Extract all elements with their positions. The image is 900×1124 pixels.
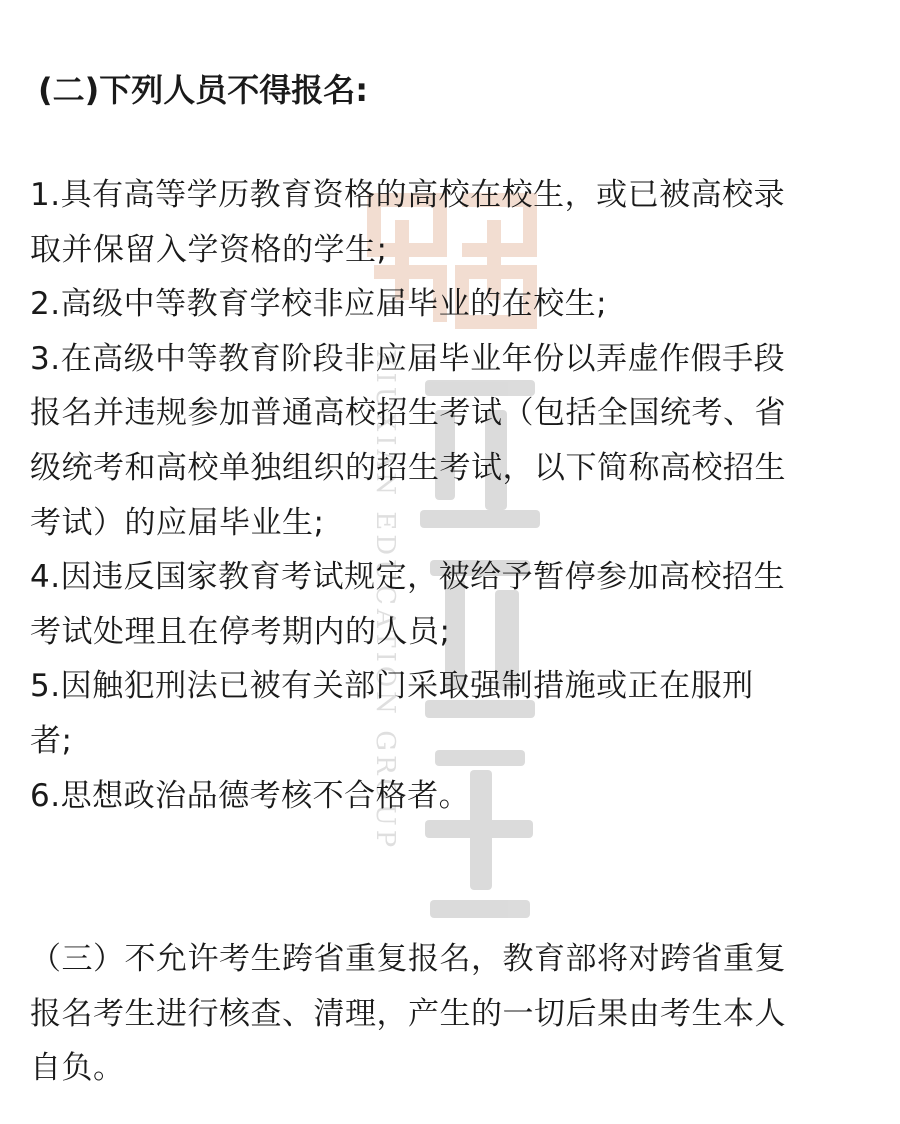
note-line: 自负。 xyxy=(30,1050,125,1087)
list-line: 3.在高级中等教育阶段非应届毕业年份以弄虚作假手段 xyxy=(30,340,786,377)
list-line: 5.因触犯刑法已被有关部门采取强制措施或正在服刑 xyxy=(30,668,754,705)
list-line: 2.高级中等教育学校非应届毕业的在校生; xyxy=(30,286,608,323)
watermark-latin-text: XIUXIAN EDUCATION GROUP xyxy=(370,350,400,852)
ineligible-list xyxy=(30,168,870,823)
list-line: 6.思想政治品德考核不合格者。 xyxy=(30,777,471,814)
section-heading: (二)下列人员不得报名: xyxy=(38,71,369,109)
list-line: 4.因违反国家教育考试规定，被给予暂停参加高校招生 xyxy=(30,559,786,596)
list-line: 报名并违规参加普通高校招生考试（包括全国统考、省 xyxy=(30,395,786,432)
note-line: （三）不允许考生跨省重复报名，教育部将对跨省重复 xyxy=(30,941,786,977)
list-line: 级统考和高校单独组织的招生考试，以下简称高校招生 xyxy=(30,449,786,486)
list-line: 1.具有高等学历教育资格的高校在校生，或已被高校录 xyxy=(30,177,786,213)
duplicate-registration-note xyxy=(30,932,870,1096)
list-line: 取并保留入学资格的学生; xyxy=(30,231,388,268)
note-line: 报名考生进行核查、清理，产生的一切后果由考生本人 xyxy=(30,995,786,1032)
list-line: 考试处理且在停考期内的人员; xyxy=(30,613,451,650)
list-line: 者; xyxy=(30,722,73,759)
list-line: 考试）的应届毕业生; xyxy=(30,504,325,541)
